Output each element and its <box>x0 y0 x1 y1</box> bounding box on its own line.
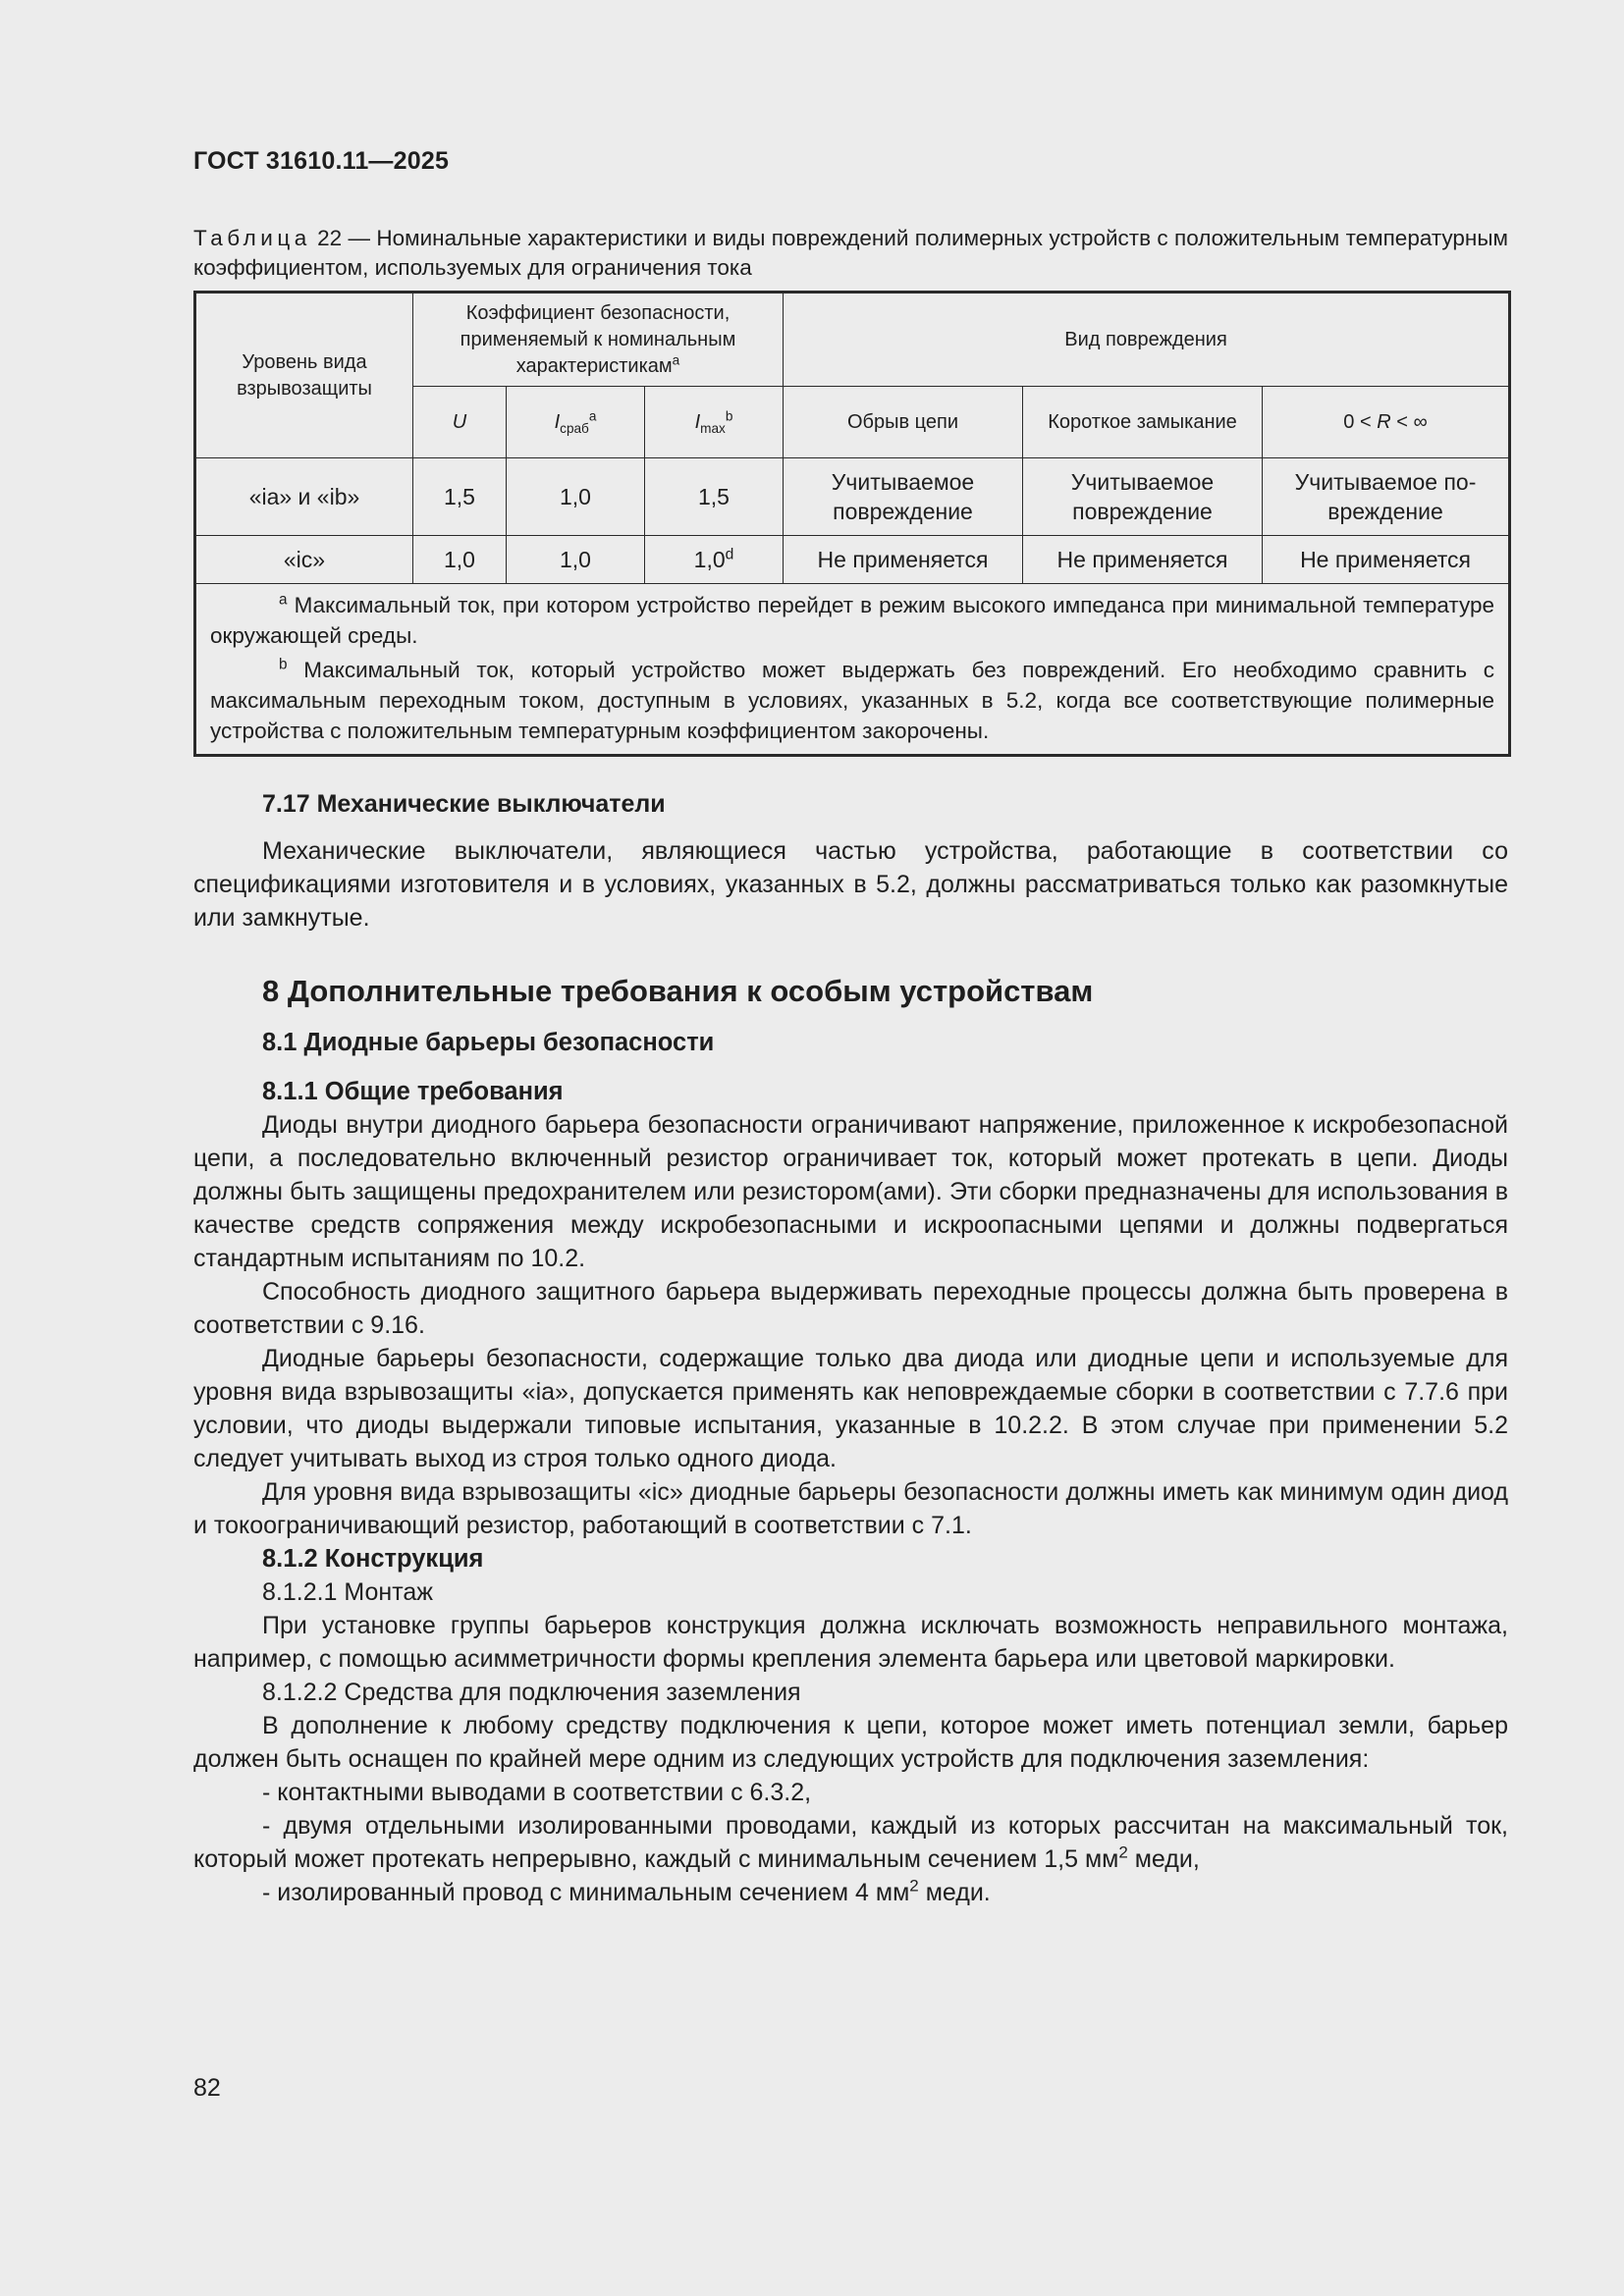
table-notes-row <box>195 584 1510 756</box>
list-item-superscript: 2 <box>909 1876 919 1896</box>
col-resistance-right: < ∞ <box>1390 410 1428 433</box>
list-item-text-end: меди. <box>918 1879 991 1906</box>
table-row <box>195 536 1510 584</box>
section-8-1-2-heading: 8.1.2 Конструкция <box>262 1545 484 1573</box>
col-itrip-subscript: сраб <box>560 420 589 436</box>
cell-imax <box>645 536 784 584</box>
list-item-superscript: 2 <box>1118 1842 1128 1862</box>
cell-imax-value: 1,0 <box>693 547 726 572</box>
footnote-b-text: Максимальный ток, который устройство может выдержать без повреждений. Его необходимо сравнить с максимальным переходным током, доступным в условиях, указанных в 5.2, когда все соответствующие полимерные устройства с положительным температурным коэффициентом закорочены. <box>210 658 1495 743</box>
col-coef-header <box>413 293 784 387</box>
cell-u: 1,0 <box>413 536 507 584</box>
col-imax-symbol: I <box>694 410 701 433</box>
col-damage-header: Вид повреждения <box>784 293 1510 387</box>
col-u-symbol: U <box>452 410 467 433</box>
cell-itrip: 1,0 <box>507 458 645 536</box>
list-item <box>193 1809 1508 1876</box>
col-resistance-left: 0 < <box>1343 410 1378 433</box>
cell-imax-footnote: d <box>725 546 734 563</box>
footnote-a-marker: a <box>279 591 288 609</box>
table-notes <box>195 584 1510 756</box>
table-row <box>195 458 1510 536</box>
col-itrip-symbol: I <box>554 410 561 433</box>
col-resistance-var: R <box>1377 410 1391 433</box>
list-item-text: - двумя отдельными изолированными проводами, каждый из которых рассчитан на максимальный ток, который может протекать непрерывно, каждый с минимальным сечением 1,5 мм <box>193 1812 1508 1873</box>
footnote-a-text: Максимальный ток, при котором устройство перейдет в режим высокого импеданса при минимальной температуре окружающей среды. <box>210 593 1495 648</box>
section-7-17-heading: 7.17 Механические выключатели <box>262 790 666 818</box>
col-coef-text: Коэффициент безопасности, применяемый к номинальным характеристикам <box>460 301 736 377</box>
section-8-1-2-1-heading: 8.1.2.1 Монтаж <box>262 1578 434 1606</box>
cell-level: «ia» и «ib» <box>195 458 413 536</box>
page-content <box>193 224 1508 1909</box>
col-coef-footnote: a <box>672 351 680 367</box>
cell-imax <box>645 458 784 536</box>
table-caption-prefix: Таблица <box>193 226 311 250</box>
cell-open: Не применяется <box>784 536 1023 584</box>
section-8-1-2-2-heading: 8.1.2.2 Средства для подключения заземления <box>262 1679 801 1706</box>
list-item-text-end: меди, <box>1127 1845 1200 1873</box>
col-level-header: Уровень вида взрывозащиты <box>195 293 413 458</box>
section-8-heading: 8 Дополнительные требования к особым устройствам <box>262 974 1094 1008</box>
footnote-b-marker: b <box>279 656 288 673</box>
col-itrip-footnote: a <box>588 407 597 423</box>
cell-short: Учитываемое повреждение <box>1023 458 1263 536</box>
cell-short: Не применяется <box>1023 536 1263 584</box>
section-7-17-paragraph: Механические выключатели, являющиеся частью устройства, работающие в соответствии со спецификациями изготовителя и в условиях, указанных в 5.2, должны рассматриваться только как разомкнутые или замкнутые. <box>193 837 1508 932</box>
list-item: - контактными выводами в соответствии с 6.3.2, <box>262 1779 812 1806</box>
footnote-b <box>210 655 1494 746</box>
document-code: ГОСТ 31610.11—2025 <box>193 147 450 175</box>
col-open-header: Обрыв цепи <box>784 387 1023 458</box>
footnote-a <box>210 590 1494 651</box>
table-22 <box>193 291 1511 757</box>
col-resistance-header <box>1263 387 1510 458</box>
cell-u: 1,5 <box>413 458 507 536</box>
col-imax-footnote: b <box>725 407 733 423</box>
cell-level: «ic» <box>195 536 413 584</box>
section-8-1-heading: 8.1 Диодные барьеры безопасности <box>262 1029 715 1056</box>
cell-itrip: 1,0 <box>507 536 645 584</box>
cell-imax-value: 1,5 <box>698 484 730 509</box>
table-caption-text: 22 — Номинальные характеристики и виды повреждений полимерных устройств с положительным температурным коэффициентом, используемых для ограничения тока <box>193 226 1508 280</box>
col-short-header: Короткое замыкание <box>1023 387 1263 458</box>
section-8-1-1-heading: 8.1.1 Общие требования <box>262 1078 564 1105</box>
page-number: 82 <box>193 2074 221 2102</box>
paragraph: Диоды внутри диодного барьера безопасности ограничивают напряжение, приложенное к искробезопасной цепи, а последовательно включенный резистор ограничивает ток, который может протекать в цепи. Диоды должны быть защищены предохранителем или резистором(ами). Эти сборки предназначены для использования в качестве средств сопряжения между искробезопасными и искроопасными цепями и должны подвергаться стандартным испытаниям по 10.2. <box>193 1111 1508 1272</box>
paragraph: Диодные барьеры безопасности, содержащие только два диода или диодные цепи и используемые для уровня вида взрывозащиты «ia», допускается применять как неповреждаемые сборки в соответствии с 7.7.6 при условии, что диоды выдержали типовые испытания, указанные в 10.2.2. В этом случае при применении 5.2 следует учитывать выход из строя только одного диода. <box>193 1345 1508 1472</box>
col-u-header <box>413 387 507 458</box>
cell-resistance: Не применяется <box>1263 536 1510 584</box>
col-imax-subscript: max <box>700 420 726 436</box>
paragraph: Способность диодного защитного барьера выдерживать переходные процессы должна быть проверена в соответствии с 9.16. <box>193 1278 1508 1339</box>
paragraph: Для уровня вида взрывозащиты «ic» диодные барьеры безопасности должны иметь как минимум один диод и токоограничивающий резистор, работающий в соответствии с 7.1. <box>193 1478 1508 1539</box>
cell-open: Учитываемое повреждение <box>784 458 1023 536</box>
table-caption <box>193 224 1508 283</box>
cell-resistance: Учитываемое по-вреждение <box>1263 458 1510 536</box>
list-item-text: - изолированный провод с минимальным сечением 4 мм <box>262 1879 910 1906</box>
col-itrip-header <box>507 387 645 458</box>
paragraph: В дополнение к любому средству подключения к цепи, которое может иметь потенциал земли, барьер должен быть оснащен по крайней мере одним из следующих устройств для подключения заземления: <box>193 1712 1508 1773</box>
paragraph: При установке группы барьеров конструкция должна исключать возможность неправильного монтажа, например, с помощью асимметричности формы крепления элемента барьера или цветовой маркировки. <box>193 1612 1508 1673</box>
list-item <box>193 1876 1508 1909</box>
table-header-row <box>195 293 1510 387</box>
col-imax-header <box>645 387 784 458</box>
